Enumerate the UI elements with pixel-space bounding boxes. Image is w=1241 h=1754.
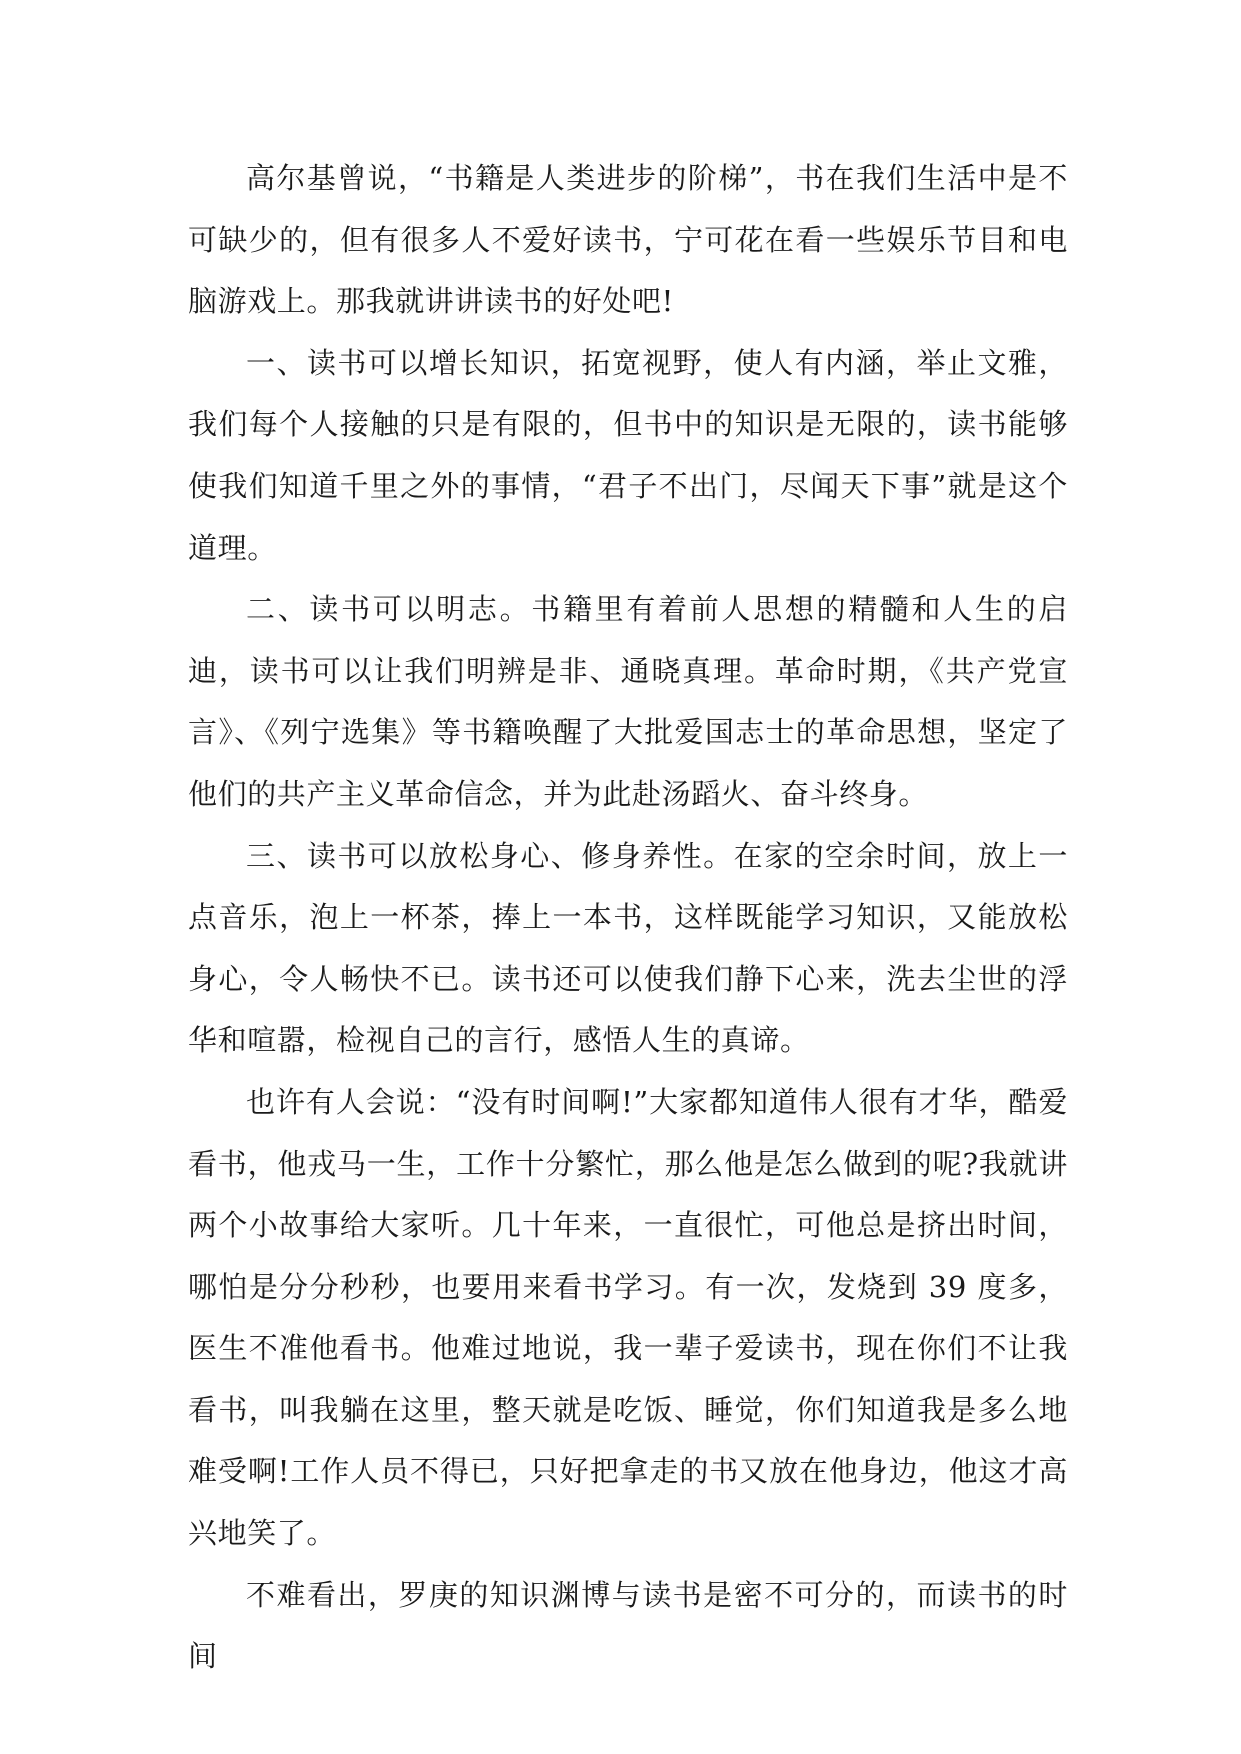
paragraph-point-one: 一、读书可以增长知识，拓宽视野，使人有内涵，举止文雅，我们每个人接触的只是有限的，但书中的知识是无限的，读书能够使我们知道千里之外的事情，“君子不出门，尽闻天下事”就是这个道理。 — [188, 345, 1068, 565]
paragraph-story: 也许有人会说：“没有时间啊!”大家都知道伟人很有才华，酷爱看书，他戎马一生，工作十分繁忙，那么他是怎么做到的呢?我就讲两个小故事给大家听。几十年来，一直很忙，可他总是挤出时间，哪怕是分分秒秒，也要用来看书学习。有一次，发烧到 39 度多，医生不准他看书。他难过地说，我一辈子爱读书，现在你们不让我看书，叫我躺在这里，整天就是吃饭、睡觉，你们知道我是多么地难受啊!工作人员不得已，只好把拿走的书又放在他身边，他这才高兴地笑了。 — [188, 1084, 1068, 1551]
paragraph-point-two: 二、读书可以明志。书籍里有着前人思想的精髓和人生的启迪，读书可以让我们明辨是非、通晓真理。革命时期，《共产党宣言》、《列宁选集》等书籍唤醒了大批爱国志士的革命思想，坚定了他们的共产主义革命信念，并为此赴汤蹈火、奋斗终身。 — [188, 592, 1068, 811]
paragraph-intro: 高尔基曾说，“书籍是人类进步的阶梯”，书在我们生活中是不可缺少的，但有很多人不爱好读书，宁可花在看一些娱乐节目和电脑游戏上。那我就讲讲读书的好处吧! — [188, 161, 1068, 319]
paragraph-point-three: 三、读书可以放松身心、修身养性。在家的空余时间，放上一点音乐，泡上一杯茶，捧上一本书，这样既能学习知识，又能放松身心，令人畅快不已。读书还可以使我们静下心来，洗去尘世的浮华和喧嚣，检视自己的言行，感悟人生的真谛。 — [188, 838, 1068, 1058]
paragraph-conclusion: 不难看出，罗庚的知识渊博与读书是密不可分的，而读书的时间 — [188, 1577, 1068, 1674]
document-body — [188, 148, 1068, 1688]
